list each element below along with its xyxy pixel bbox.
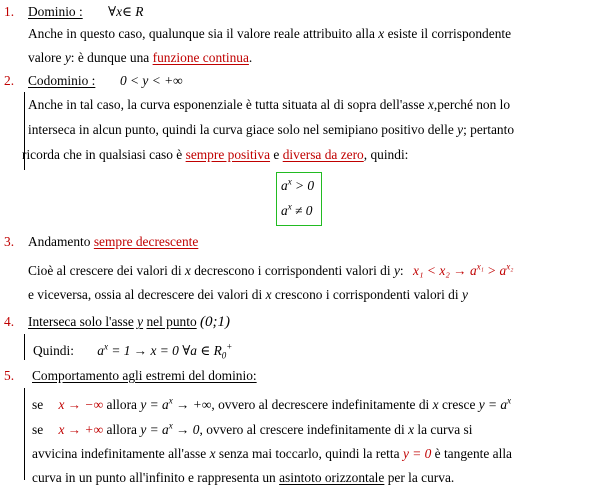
item-4-line-1: Quindi: $a^x = 1 \to x = 0$ ∀a ∈ $R_0^+$ <box>33 341 233 361</box>
item-5-bracket <box>24 388 25 480</box>
item-3-heading: Andamento sempre decrescente <box>28 234 199 249</box>
item-2-line-2: interseca in alcun punto, quindi la curva giace solo nel semipiano positivo delle y; pertanto <box>28 122 515 137</box>
item-5-line-4: curva in un punto all'infinito e rappresenta un asintoto orizzontale per la curva. <box>32 470 455 485</box>
item-3-line-2: e viceversa, ossia al decrescere dei valori di x crescono i corrispondenti valori di y <box>28 287 468 302</box>
item-2-line-1: Anche in tal caso, la curva esponenziale è tutta situata al di sopra dell'asse x,perché non lo <box>28 97 511 112</box>
link-sempre-positiva[interactable]: sempre positiva <box>185 147 271 162</box>
item-5-line-2: se x → +∞ allora $y = a^x \to 0$, ovvero al crescere indefinitamente di x la curva si <box>32 420 473 437</box>
item-2-heading: Codominio : <box>28 73 96 88</box>
item-1-number: 1. <box>4 4 15 19</box>
item-4-bracket <box>24 334 25 360</box>
item-5-line-3: avvicina indefinitamente all'asse x senza mai toccarlo, quindi la retta y = 0 è tangente alla <box>32 446 512 461</box>
item-1-line-1: Anche in questo caso, qualunque sia il valore reale attribuito alla x esiste il corrispondente <box>28 26 512 41</box>
link-asintoto-orizzontale[interactable]: asintoto orizzontale <box>279 470 385 485</box>
item-4-number: 4. <box>4 314 15 329</box>
item-5-number: 5. <box>4 368 15 383</box>
link-diversa-da-zero[interactable]: diversa da zero <box>282 147 364 162</box>
item-4-heading: Interseca solo l'asse y nel punto (0;1) <box>28 314 231 330</box>
item-1-math: ∀x∈ R <box>108 4 144 19</box>
item-3-math: $x_1 < x_2 \to a^{x_1} > a^{x_2}$ <box>412 261 514 278</box>
item-1-heading: Dominio : <box>28 4 83 19</box>
item-3-line-1: Cioè al crescere dei valori di x decrescono i corrispondenti valori di y: $x_1 < x_2 \to a^{x_1} > a^{x_2}$ <box>28 261 514 278</box>
formula-box-line-1: $a^x > 0$ <box>281 176 315 193</box>
item-5-heading: Comportamento agli estremi del dominio: <box>32 368 257 383</box>
link-sempre-decrescente[interactable]: sempre decrescente <box>93 234 199 249</box>
item-5-line-1: se x → −∞ allora $y = a^x$ → +∞, ovvero al decrescere indefinitamente di x cresce $y = a^x$ <box>32 395 512 412</box>
item-1-line-2: valore y: è dunque una funzione continua. <box>28 50 253 65</box>
item-3-number: 3. <box>4 234 15 249</box>
item-2-line-3: ricorda che in qualsiasi caso è sempre positiva e diversa da zero, quindi: <box>22 147 409 162</box>
formula-box-line-2: $a^x \ne 0$ <box>281 201 313 218</box>
formula-box <box>276 172 322 226</box>
item-2-number: 2. <box>4 73 15 88</box>
link-funzione-continua[interactable]: funzione continua <box>152 50 249 65</box>
item-2-math: 0 < y < +∞ <box>120 73 183 88</box>
